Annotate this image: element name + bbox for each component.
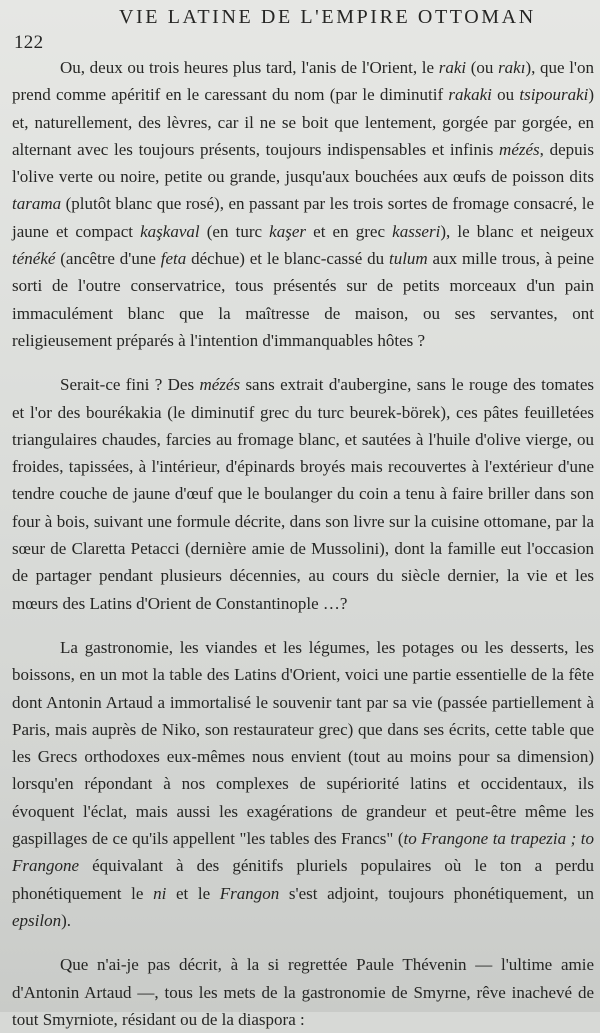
text-run: Que n'ai-je pas décrit, à la si regrettée Paule Thévenin — l'ultime amie d'Antonin Artaud —, tous les mets de la gastronomie de Smyrne, rêve inachevé de tout Smyrniote, résidant ou de la diaspora : bbox=[12, 955, 594, 1029]
italic-term: kaşkaval bbox=[140, 221, 200, 241]
text-run: (plutôt blanc que rosé), en passant par les trois sortes de fromage consacré, le jaune et compact bbox=[12, 194, 594, 241]
italic-term: tarama bbox=[12, 194, 62, 214]
text-run: La gastronomie, les viandes et les légumes, les potages ou les desserts, les boissons, en un mot la table des Latins d'Orient, voici une partie essentielle de la fête dont Antonin Artaud a immortalisé le souvenir tant par sa vie (passée partiellement à Paris, mais auprès de Niko, son restaurateur grec) que dans ses écrits, cette table que les Grecs orthodoxes eux-mêmes nous envient (tout au moins pour sa dimension) lorsqu'en répondant à nos complexes de supériorité latins et occidentaux, ils évoquent l'éclat, mais aussi les exagérations de grandeur et peut-être même les gaspillages de ce qu'ils appellent "les tables des Francs" ( bbox=[12, 637, 594, 849]
italic-term: kasseri bbox=[392, 221, 441, 241]
text-run: équivalant à des génitifs pluriels populaires où le ton a perdu phonétiquement le bbox=[12, 856, 594, 903]
paragraph-2 bbox=[12, 371, 594, 617]
paragraph-4 bbox=[12, 951, 594, 1033]
text-run: déchue) et le blanc-cassé du bbox=[186, 249, 389, 269]
italic-term: to Frangone ta trapezia ; to Frangone bbox=[12, 829, 594, 876]
text-run: ou bbox=[491, 85, 520, 105]
italic-term: rakı bbox=[498, 58, 526, 77]
text-run: et en grec bbox=[306, 221, 393, 241]
text-run: s'est adjoint, toujours phonétiquement, un bbox=[279, 883, 594, 903]
paragraph-3 bbox=[12, 634, 594, 934]
text-run: ) et, naturellement, des lèvres, car il ne se boit que lentement, gorgée par gorgée, en alternant avec les toujours présents, toujours indispensables et infinis bbox=[12, 85, 595, 159]
italic-term: kaşer bbox=[269, 221, 306, 241]
italic-term: tulum bbox=[388, 249, 428, 269]
text-run: sans extrait d'aubergine, sans le rouge des tomates et l'or des bourékakia (le diminutif grec du turc beurek-börek), ces pâtes feuilletées triangulaires chaudes, farcies au fromage blanc, et sautées à l'huile d'olive vierge, ou froides, tapissées, à l'intérieur, d'épinards broyés mais recouvertes à l'extérieur d'une tendre couche de jaune d'œuf que le boulanger du coin a tenu à faire briller dans son four à bois, suivant une formule décrite, dans son livre sur la cuisine ottomane, par la sœur de Claretta Petacci (dernière amie de Mussolini), dont la famille eut l'occasion de partager pendant plusieurs décennies, au cours du siècle dernier, la vie et les mœurs des Latins d'Orient de Constantinople …? bbox=[12, 375, 595, 613]
body-text bbox=[12, 54, 594, 1033]
italic-term: tsipouraki bbox=[519, 85, 589, 105]
text-run: ). bbox=[61, 910, 72, 930]
text-run: Serait-ce fini ? Des bbox=[60, 375, 200, 395]
text-run: ), le blanc et neigeux bbox=[440, 221, 594, 241]
italic-term: raki bbox=[438, 58, 467, 77]
text-run: (en turc bbox=[199, 221, 270, 241]
italic-term: Frangon bbox=[219, 883, 280, 903]
italic-term: epsilon bbox=[12, 910, 62, 930]
text-run: , depuis l'olive verte ou noire, petite ou grande, jusqu'aux bouchées aux œufs de poisson dits bbox=[12, 139, 594, 187]
italic-term: mézés bbox=[199, 375, 241, 395]
italic-term: ténéké bbox=[12, 249, 56, 269]
text-run: (ancêtre d'une bbox=[55, 249, 161, 269]
text-run: aux mille trous, à peine sorti de l'outre conservatrice, tous présentés sur de petits morceaux d'un pain immaculément blanc que la maîtresse de maison, ou ses servantes, ont religieusement préparés à l'intention d'immanquables hôtes ? bbox=[12, 249, 595, 350]
text-run: ), que l'on prend comme apéritif en le caressant du nom (par le diminutif bbox=[12, 58, 594, 105]
text-run: Ou, deux ou trois heures plus tard, l'anis de l'Orient, le bbox=[60, 58, 439, 77]
paragraph-1 bbox=[12, 54, 594, 354]
italic-term: mézés bbox=[499, 139, 540, 159]
running-head: VIE LATINE DE L'EMPIRE OTTOMAN bbox=[119, 6, 536, 28]
text-run: (ou bbox=[466, 58, 499, 77]
text-run: et le bbox=[166, 883, 220, 903]
italic-term: feta bbox=[160, 249, 187, 269]
page-number: 122 bbox=[14, 32, 44, 53]
italic-term: rakaki bbox=[448, 85, 492, 105]
italic-term: ni bbox=[153, 883, 167, 903]
